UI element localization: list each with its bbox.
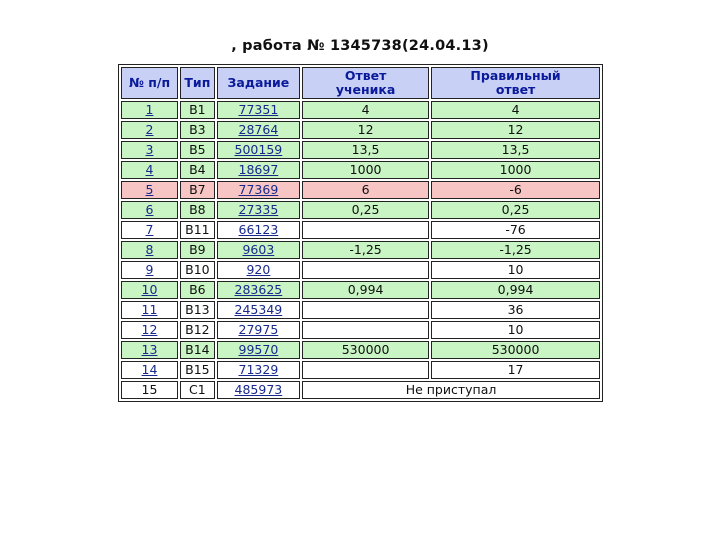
row-task-link[interactable] (217, 101, 300, 119)
table-row (121, 361, 600, 379)
row-number: 15 (121, 381, 178, 399)
row-correct-answer: -6 (431, 181, 600, 199)
row-task-link-text[interactable]: 18697 (238, 162, 279, 177)
row-type: B11 (180, 221, 215, 239)
row-number-link[interactable] (121, 281, 178, 299)
row-task-link[interactable] (217, 301, 300, 319)
table-row (121, 101, 600, 119)
table-row (121, 221, 600, 239)
row-number-link-text[interactable]: 9 (145, 262, 154, 277)
row-task-link[interactable] (217, 141, 300, 159)
header-type: Тип (180, 67, 215, 99)
table-row (121, 241, 600, 259)
row-student-answer: 6 (302, 181, 429, 199)
row-number-link-text[interactable]: 6 (145, 202, 154, 217)
table-row (121, 201, 600, 219)
row-task-link-text[interactable]: 66123 (238, 222, 279, 237)
row-number-link[interactable] (121, 141, 178, 159)
row-task-link[interactable] (217, 241, 300, 259)
row-number-link[interactable] (121, 301, 178, 319)
row-number-link[interactable] (121, 101, 178, 119)
row-number-link[interactable] (121, 121, 178, 139)
page-title: , работа № 1345738(24.04.13) (231, 38, 489, 54)
row-type: B4 (180, 161, 215, 179)
table-row (121, 301, 600, 319)
row-type: B13 (180, 301, 215, 319)
header-task: Задание (217, 67, 300, 99)
row-correct-answer: -1,25 (431, 241, 600, 259)
row-type: B7 (180, 181, 215, 199)
row-number-link[interactable] (121, 361, 178, 379)
row-student-answer: 12 (302, 121, 429, 139)
row-number-link[interactable] (121, 201, 178, 219)
row-correct-answer: 10 (431, 261, 600, 279)
row-type: B1 (180, 101, 215, 119)
row-student-answer (302, 361, 429, 379)
row-task-link-text[interactable]: 245349 (234, 302, 283, 317)
row-student-answer: 0,994 (302, 281, 429, 299)
header-correct-answer: Правильный ответ (431, 67, 600, 99)
row-number-link-text[interactable]: 5 (145, 182, 154, 197)
row-task-link-text[interactable]: 77351 (238, 102, 279, 117)
row-task-link[interactable] (217, 261, 300, 279)
table-row (121, 141, 600, 159)
row-task-link[interactable] (217, 221, 300, 239)
row-type: B6 (180, 281, 215, 299)
row-correct-answer: 36 (431, 301, 600, 319)
table-body (121, 101, 600, 399)
row-student-answer (302, 261, 429, 279)
row-student-answer (302, 321, 429, 339)
header-student-answer: Ответ ученика (302, 67, 429, 99)
row-task-link[interactable] (217, 321, 300, 339)
row-number-link-text[interactable]: 7 (145, 222, 154, 237)
table-row (121, 281, 600, 299)
row-correct-answer: 4 (431, 101, 600, 119)
row-correct-answer: 10 (431, 321, 600, 339)
row-number-link[interactable] (121, 181, 178, 199)
row-correct-answer: 13,5 (431, 141, 600, 159)
row-student-answer (302, 221, 429, 239)
row-correct-answer: -76 (431, 221, 600, 239)
row-number-link[interactable] (121, 161, 178, 179)
header-number: № п/п (121, 67, 178, 99)
row-number-link-text[interactable]: 11 (141, 302, 158, 317)
row-task-link-text[interactable]: 27975 (238, 322, 279, 337)
row-task-link[interactable] (217, 381, 300, 399)
row-number-link[interactable] (121, 341, 178, 359)
table-header-row (121, 67, 600, 99)
row-number-link[interactable] (121, 261, 178, 279)
row-task-link[interactable] (217, 161, 300, 179)
row-correct-answer: 530000 (431, 341, 600, 359)
row-correct-answer: 17 (431, 361, 600, 379)
row-task-link[interactable] (217, 201, 300, 219)
row-number-link-text[interactable]: 2 (145, 122, 154, 137)
row-correct-answer: 0,25 (431, 201, 600, 219)
row-task-link-text[interactable]: 71329 (238, 362, 279, 377)
row-task-link[interactable] (217, 361, 300, 379)
row-number-link-text[interactable]: 1 (145, 102, 154, 117)
table-row (121, 341, 600, 359)
row-task-link-text[interactable]: 99570 (238, 342, 279, 357)
row-student-answer: 4 (302, 101, 429, 119)
row-number-link-text[interactable]: 12 (141, 322, 158, 337)
row-number-link-text[interactable]: 3 (145, 142, 154, 157)
row-task-link[interactable] (217, 281, 300, 299)
row-task-link-text[interactable]: 283625 (234, 282, 283, 297)
row-not-started-note: Не приступал (302, 381, 600, 399)
row-type: C1 (180, 381, 215, 399)
row-number-link[interactable] (121, 221, 178, 239)
row-student-answer: 13,5 (302, 141, 429, 159)
row-correct-answer: 12 (431, 121, 600, 139)
row-type: B5 (180, 141, 215, 159)
task-link-text[interactable]: 485973 (234, 382, 283, 397)
table-row (121, 161, 600, 179)
row-task-link-text[interactable]: 500159 (234, 142, 283, 157)
results-table (118, 64, 603, 402)
table-row-last (121, 381, 600, 399)
row-type: B3 (180, 121, 215, 139)
row-task-link-text[interactable]: 27335 (238, 202, 279, 217)
row-type: B9 (180, 241, 215, 259)
row-student-answer: 530000 (302, 341, 429, 359)
row-task-link-text[interactable]: 9603 (242, 242, 275, 257)
row-number-link[interactable] (121, 321, 178, 339)
row-number-link-text[interactable]: 4 (145, 162, 154, 177)
row-task-link[interactable] (217, 181, 300, 199)
row-task-link-text[interactable]: 920 (246, 262, 271, 277)
row-correct-answer: 0,994 (431, 281, 600, 299)
row-type: B8 (180, 201, 215, 219)
table-row (121, 321, 600, 339)
row-type: B12 (180, 321, 215, 339)
table-row (121, 181, 600, 199)
row-task-link-text[interactable]: 28764 (238, 122, 279, 137)
row-number-link-text[interactable]: 13 (141, 342, 158, 357)
row-student-answer: 0,25 (302, 201, 429, 219)
row-type: B15 (180, 361, 215, 379)
row-student-answer: -1,25 (302, 241, 429, 259)
row-type: B10 (180, 261, 215, 279)
row-correct-answer: 1000 (431, 161, 600, 179)
row-type: B14 (180, 341, 215, 359)
table-row (121, 121, 600, 139)
row-task-link[interactable] (217, 341, 300, 359)
row-number-link-text[interactable]: 8 (145, 242, 154, 257)
row-number-link-text[interactable]: 10 (141, 282, 158, 297)
row-student-answer (302, 301, 429, 319)
row-task-link[interactable] (217, 121, 300, 139)
row-task-link-text[interactable]: 77369 (238, 182, 279, 197)
row-number-link[interactable] (121, 241, 178, 259)
table-row (121, 261, 600, 279)
row-student-answer: 1000 (302, 161, 429, 179)
row-number-link-text[interactable]: 14 (141, 362, 158, 377)
